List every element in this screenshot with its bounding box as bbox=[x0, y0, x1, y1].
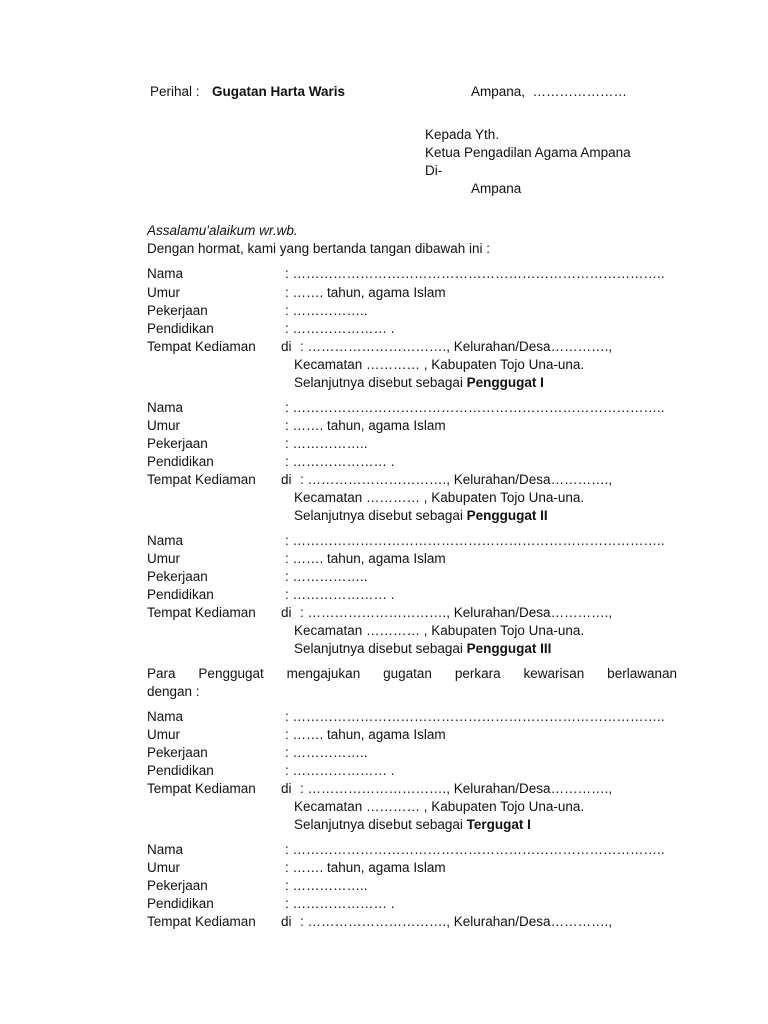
pendidikan-value: : ………………… . bbox=[285, 896, 395, 911]
umur-label: Umur bbox=[147, 418, 180, 433]
disebut-line bbox=[294, 816, 531, 834]
tempat-kediaman-label: Tempat Kediaman bbox=[147, 914, 256, 929]
pendidikan-value: : ………………… . bbox=[285, 321, 395, 336]
pekerjaan-label: Pekerjaan bbox=[147, 569, 208, 584]
pekerjaan-value: : …………….. bbox=[285, 569, 368, 584]
pekerjaan-label: Pekerjaan bbox=[147, 745, 208, 760]
disebut-line bbox=[294, 374, 544, 392]
pekerjaan-label: Pekerjaan bbox=[147, 303, 208, 318]
tempat-kediaman-value: : …………………………., Kelurahan/Desa…………., bbox=[300, 781, 613, 796]
kecamatan-line: Kecamatan ………… , Kabupaten Tojo Una-una. bbox=[294, 623, 585, 638]
di-label: di bbox=[281, 605, 292, 620]
pendidikan-label: Pendidikan bbox=[147, 321, 214, 336]
disebut-text: Selanjutnya disebut sebagai bbox=[294, 375, 467, 390]
pendidikan-value: : ………………… . bbox=[285, 587, 395, 602]
pekerjaan-value: : …………….. bbox=[285, 878, 368, 893]
tempat-kediaman-label: Tempat Kediaman bbox=[147, 339, 256, 354]
pendidikan-label: Pendidikan bbox=[147, 454, 214, 469]
tempat-kediaman-label: Tempat Kediaman bbox=[147, 605, 256, 620]
nama-label: Nama bbox=[147, 709, 184, 724]
umur-label: Umur bbox=[147, 727, 180, 742]
nama-label: Nama bbox=[147, 842, 184, 857]
umur-value: : ……. tahun, agama Islam bbox=[285, 551, 446, 566]
middle-paragraph: Para Penggugat mengajukan gugatan perkara kewarisan berlawanan bbox=[147, 666, 677, 681]
nama-value: : ……………………………………………………………………….. bbox=[285, 266, 665, 281]
nama-value: : ……………………………………………………………………….. bbox=[285, 842, 665, 857]
nama-value: : ……………………………………………………………………….. bbox=[285, 709, 665, 724]
nama-label: Nama bbox=[147, 266, 184, 281]
kecamatan-line: Kecamatan ………… , Kabupaten Tojo Una-una. bbox=[294, 357, 585, 372]
umur-label: Umur bbox=[147, 285, 180, 300]
nama-value: : ……………………………………………………………………….. bbox=[285, 400, 665, 415]
perihal-label: Perihal : bbox=[150, 84, 200, 99]
party-role: Penggugat III bbox=[466, 641, 552, 656]
di-label: di bbox=[281, 339, 292, 354]
disebut-line bbox=[294, 507, 548, 525]
pendidikan-value: : ………………… . bbox=[285, 454, 395, 469]
party-role: Tergugat I bbox=[466, 817, 531, 832]
pendidikan-label: Pendidikan bbox=[147, 587, 214, 602]
perihal-value: Gugatan Harta Waris bbox=[212, 84, 346, 99]
umur-label: Umur bbox=[147, 860, 180, 875]
pendidikan-label: Pendidikan bbox=[147, 763, 214, 778]
place-date: Ampana, ………………… bbox=[471, 84, 628, 99]
disebut-text: Selanjutnya disebut sebagai bbox=[294, 641, 467, 656]
greeting: Assalamu'alaikum wr.wb. bbox=[147, 223, 298, 238]
addressee-line-3: Di- bbox=[425, 163, 443, 178]
kecamatan-line: Kecamatan ………… , Kabupaten Tojo Una-una. bbox=[294, 490, 585, 505]
tempat-kediaman-label: Tempat Kediaman bbox=[147, 781, 256, 796]
umur-value: : ……. tahun, agama Islam bbox=[285, 418, 446, 433]
tempat-kediaman-value: : …………………………., Kelurahan/Desa…………., bbox=[300, 605, 613, 620]
pekerjaan-label: Pekerjaan bbox=[147, 878, 208, 893]
pekerjaan-value: : …………….. bbox=[285, 436, 368, 451]
intro-line: Dengan hormat, kami yang bertanda tangan dibawah ini : bbox=[147, 241, 490, 256]
disebut-line bbox=[294, 640, 551, 658]
middle-paragraph-end: dengan : bbox=[147, 684, 200, 699]
party-role: Penggugat II bbox=[466, 508, 548, 523]
nama-label: Nama bbox=[147, 400, 184, 415]
pendidikan-value: : ………………… . bbox=[285, 763, 395, 778]
umur-value: : ……. tahun, agama Islam bbox=[285, 727, 446, 742]
pendidikan-label: Pendidikan bbox=[147, 896, 214, 911]
tempat-kediaman-label: Tempat Kediaman bbox=[147, 472, 256, 487]
tempat-kediaman-value: : …………………………., Kelurahan/Desa…………., bbox=[300, 339, 613, 354]
tempat-kediaman-value: : …………………………., Kelurahan/Desa…………., bbox=[300, 914, 613, 929]
addressee-line-1: Kepada Yth. bbox=[425, 127, 500, 142]
nama-value: : ……………………………………………………………………….. bbox=[285, 533, 665, 548]
disebut-text: Selanjutnya disebut sebagai bbox=[294, 508, 467, 523]
pekerjaan-label: Pekerjaan bbox=[147, 436, 208, 451]
party-role: Penggugat I bbox=[466, 375, 544, 390]
addressee-line-2: Ketua Pengadilan Agama Ampana bbox=[425, 145, 631, 160]
nama-label: Nama bbox=[147, 533, 184, 548]
umur-value: : ……. tahun, agama Islam bbox=[285, 285, 446, 300]
tempat-kediaman-value: : …………………………., Kelurahan/Desa…………., bbox=[300, 472, 613, 487]
pekerjaan-value: : …………….. bbox=[285, 303, 368, 318]
umur-label: Umur bbox=[147, 551, 180, 566]
di-label: di bbox=[281, 781, 292, 796]
di-label: di bbox=[281, 914, 292, 929]
pekerjaan-value: : …………….. bbox=[285, 745, 368, 760]
disebut-text: Selanjutnya disebut sebagai bbox=[294, 817, 467, 832]
addressee-line-4: Ampana bbox=[471, 181, 522, 196]
di-label: di bbox=[281, 472, 292, 487]
umur-value: : ……. tahun, agama Islam bbox=[285, 860, 446, 875]
kecamatan-line: Kecamatan ………… , Kabupaten Tojo Una-una. bbox=[294, 799, 585, 814]
